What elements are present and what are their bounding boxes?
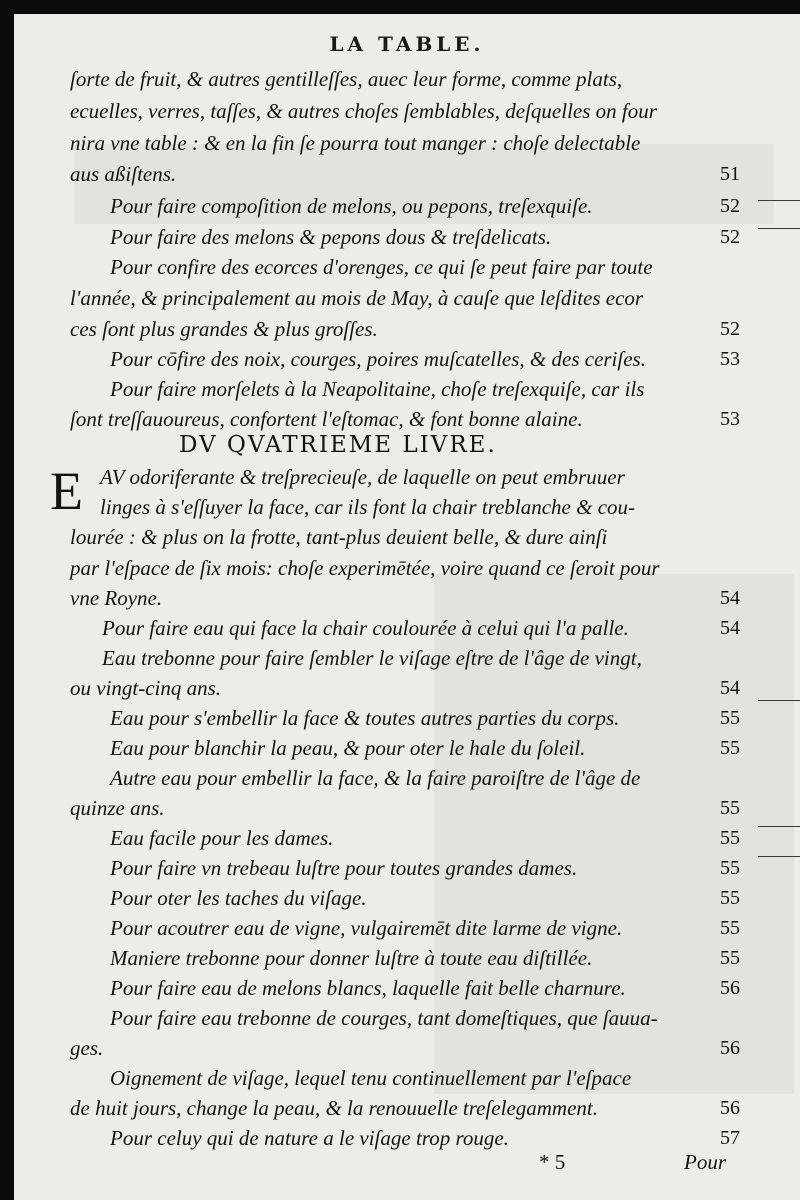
list-item: linges à s'eſſuyer la face, car ils font la chair treblanche & cou- [100,495,636,519]
signature-mark: * 5 [539,1150,566,1174]
list-item: aus aßiſtens. [70,162,177,186]
page-number: 53 [720,348,740,370]
list-item: Eau facile pour les dames. [110,826,334,850]
list-item: ces ſont plus grandes & plus groſſes. [70,317,378,341]
page-number: 56 [720,1037,740,1059]
margin-pen-mark [758,200,800,201]
list-item: Pour faire morſelets à la Neapolitaine, choſe treſexquiſe, car ils [110,377,645,401]
list-item: Eau pour s'embellir la face & toutes autres parties du corps. [110,706,620,730]
list-item: Eau trebonne pour faire ſembler le viſage eſtre de l'âge de vingt, [102,646,642,670]
margin-pen-mark [758,856,800,857]
page-number: 52 [720,318,740,340]
margin-pen-mark [758,228,800,229]
page-number: 55 [720,917,740,939]
page-number: 57 [720,1127,740,1149]
book-page [14,14,800,1200]
page-number: 55 [720,737,740,759]
page-number: 55 [720,947,740,969]
catchword: Pour [684,1150,726,1174]
list-item: Pour confire des ecorces d'orenges, ce qui ſe peut faire par toute [110,255,653,279]
page-number: 55 [720,707,740,729]
page-number: 54 [720,677,740,699]
list-item: Eau pour blanchir la peau, & pour oter le hale du ſoleil. [110,736,586,760]
page-number: 52 [720,195,740,217]
list-item: Pour faire compoſition de melons, ou pepons, treſexquiſe. [110,194,593,218]
list-item: ges. [70,1036,104,1060]
running-title: LA TABLE. [329,32,485,56]
list-item: lourée : & plus on la frotte, tant-plus deuient belle, & dure ainſi [70,525,608,549]
list-item: ecuelles, verres, taſſes, & autres choſes ſemblables, deſquelles on four [70,99,657,123]
list-item: de huit jours, change la peau, & la renouuelle treſelegamment. [70,1096,599,1120]
page-number: 56 [720,977,740,999]
list-item: Pour oter les taches du viſage. [110,886,367,910]
list-item: vne Royne. [70,586,163,610]
section-heading: DV QVATRIEME LIVRE. [179,432,497,458]
list-item: l'année, & principalement au mois de May, à cauſe que leſdites ecor [70,286,644,310]
list-item: Pour celuy qui de nature a le viſage trop rouge. [110,1126,509,1150]
list-item: Autre eau pour embellir la face, & la faire paroiſtre de l'âge de [110,766,641,790]
list-item: ou vingt-cinq ans. [70,676,222,700]
list-item: ſont treſſauoureus, confortent l'eſtomac, & font bonne alaine. [70,407,583,431]
page-number: 53 [720,408,740,430]
page-number: 55 [720,887,740,909]
list-item: nira vne table : & en la fin ſe pourra tout manger : choſe delectable [70,131,641,155]
list-item: Pour faire eau de melons blancs, laquelle fait belle charnure. [110,976,626,1000]
list-item: AV odoriferante & treſprecieuſe, de laquelle on peut embruuer [100,465,625,489]
page-number: 52 [720,226,740,248]
page-number: 55 [720,857,740,879]
margin-pen-mark [758,700,800,701]
page-number: 54 [720,617,740,639]
list-item: Pour faire eau qui face la chair coulourée à celui qui l'a palle. [102,616,629,640]
drop-cap: E [50,461,83,521]
list-item: ſorte de fruit, & autres gentilleſſes, auec leur forme, comme plats, [70,67,623,91]
page-number: 55 [720,827,740,849]
margin-pen-mark [758,826,800,827]
list-item: Pour cōfire des noix, courges, poires muſcatelles, & des ceriſes. [110,347,646,371]
list-item: Pour faire vn trebeau luſtre pour toutes grandes dames. [110,856,578,880]
page-number: 55 [720,797,740,819]
list-item: Pour acoutrer eau de vigne, vulgairemēt dite larme de vigne. [110,916,623,940]
list-item: Pour faire eau trebonne de courges, tant domeſtiques, que ſauua- [110,1006,658,1030]
list-item: Pour faire des melons & pepons dous & treſdelicats. [110,225,552,249]
page-number: 54 [720,587,740,609]
list-item: quinze ans. [70,796,165,820]
list-item: Oignement de viſage, lequel tenu continuellement par l'eſpace [110,1066,632,1090]
list-item: par l'eſpace de ſix mois: choſe experimētée, voire quand ce ſeroit pour [70,556,660,580]
page-number: 56 [720,1097,740,1119]
page-number: 51 [720,163,740,185]
list-item: Maniere trebonne pour donner luſtre à toute eau diſtillée. [110,946,593,970]
